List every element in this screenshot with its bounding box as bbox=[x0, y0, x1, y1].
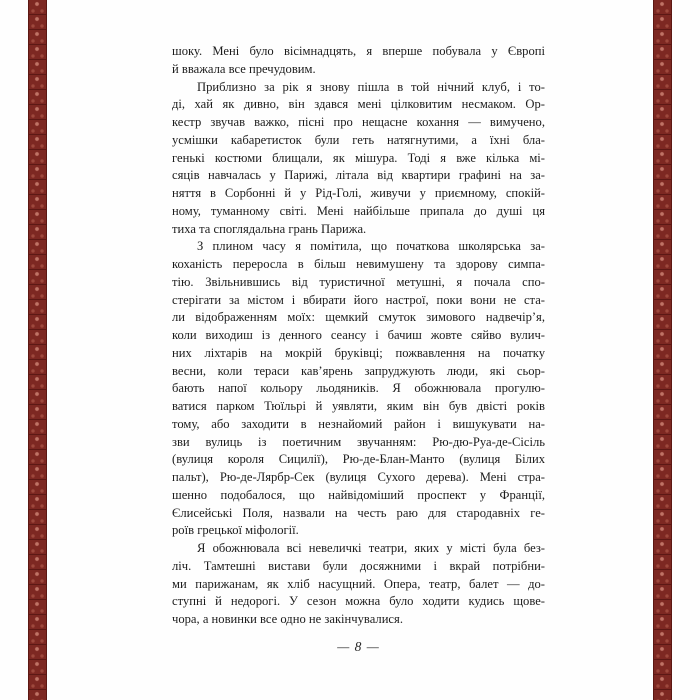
text-line: роїв грецької міфології. bbox=[172, 523, 299, 538]
text-line: ді, хай як дивно, він здався мені цілковитим несмаком. Ор- bbox=[172, 97, 545, 112]
text-line: тію. Звільнившись від туристичної метушні, я почала спо- bbox=[172, 274, 545, 289]
text-line: ли відображенням моїх: щемкий смуток зимового надвечір’я, bbox=[172, 310, 545, 325]
text-line: й вважала все пречудовим. bbox=[172, 61, 316, 76]
text-line: сяців навчалась у Парижі, літала від квартири графині на за- bbox=[172, 168, 545, 183]
text-line: Приблизно за рік я знову пішла в той нічний клуб, і то- bbox=[197, 79, 545, 94]
page-number: — 8 — bbox=[337, 639, 380, 654]
text-line: весни, коли тераси кав’ярень запруджують люди, які сьор- bbox=[172, 363, 545, 378]
text-line: (вулиця короля Сицилії), Рю-де-Блан-Манто (вулиця Білих bbox=[172, 452, 545, 467]
text-line: них ліхтарів на мокрій бруківці; пожвавлення на початку bbox=[172, 345, 545, 360]
left-ornament-border bbox=[28, 0, 47, 700]
text-line: няття в Сорбонні й у Рід-Голі, живучи у приємному, спокій- bbox=[172, 186, 545, 200]
page-text bbox=[172, 43, 545, 629]
text-line: тиха та споглядальна грань Парижа. bbox=[172, 221, 367, 236]
text-line: зви вулиць із поетичним звучанням: Рю-дю-Руа-де-Сісіль bbox=[172, 434, 545, 449]
paragraph bbox=[172, 43, 545, 79]
text-line: ному, туманному світі. Мені найбільше припала до душі ця bbox=[172, 203, 545, 218]
text-line: коханість переросла в більш невимушену та здорову симпа- bbox=[172, 257, 545, 271]
text-line: чора, а новинки все одно не закінчувалися. bbox=[172, 612, 403, 626]
text-line: ліч. Тамтешні вистави були досяжними і вкрай потрібни- bbox=[172, 558, 545, 573]
text-line: генькі костюми блищали, як мішура. Тоді я вже кілька мі- bbox=[172, 150, 545, 165]
text-line: шенно подобалося, що найвідоміший проспект у Франції, bbox=[172, 487, 545, 502]
text-line: пальт), Рю-де-Лярбр-Сек (вулиця Сухого дерева). Мені стра- bbox=[172, 470, 545, 484]
text-line: усмішки кабаретисток були геть натягнутими, а їхні бла- bbox=[172, 132, 545, 147]
text-line: коли виходиш із денного сеансу і бачиш жовте сяйво вулич- bbox=[172, 328, 545, 342]
text-line: Я обожнювала всі невеличкі театри, яких у місті була без- bbox=[197, 541, 545, 555]
text-line: ступні й недорогі. У сезон можна було ходити кудись щове- bbox=[172, 594, 545, 609]
text-line: шоку. Мені було вісімнадцять, я вперше побувала у Європі bbox=[172, 44, 545, 58]
text-line: стерігати за містом і вбирати його настрої, поки вони не ста- bbox=[172, 292, 545, 307]
text-line: кестр звучав важко, пісні про нещасне кохання — вимучено, bbox=[172, 115, 545, 129]
paragraph bbox=[172, 540, 545, 629]
right-ornament-border bbox=[653, 0, 672, 700]
text-line: ватися парком Тюїльрі й уявляти, яким він був двісті років bbox=[172, 399, 545, 413]
text-line: бають напої кольору льодяників. Я обожнювала прогулю- bbox=[172, 381, 545, 396]
paragraph bbox=[172, 238, 545, 540]
paragraph bbox=[172, 79, 545, 239]
text-line: Єлисейські Поля, назвали на честь раю для стародавніх ге- bbox=[172, 505, 545, 520]
text-line: ми парижанам, як хліб насущний. Опера, театр, балет — до- bbox=[172, 576, 545, 591]
text-line: тому, або заходити в незнайомий район і вишукувати на- bbox=[172, 416, 545, 431]
text-line: З плином часу я помітила, що початкова школярська за- bbox=[197, 239, 545, 254]
